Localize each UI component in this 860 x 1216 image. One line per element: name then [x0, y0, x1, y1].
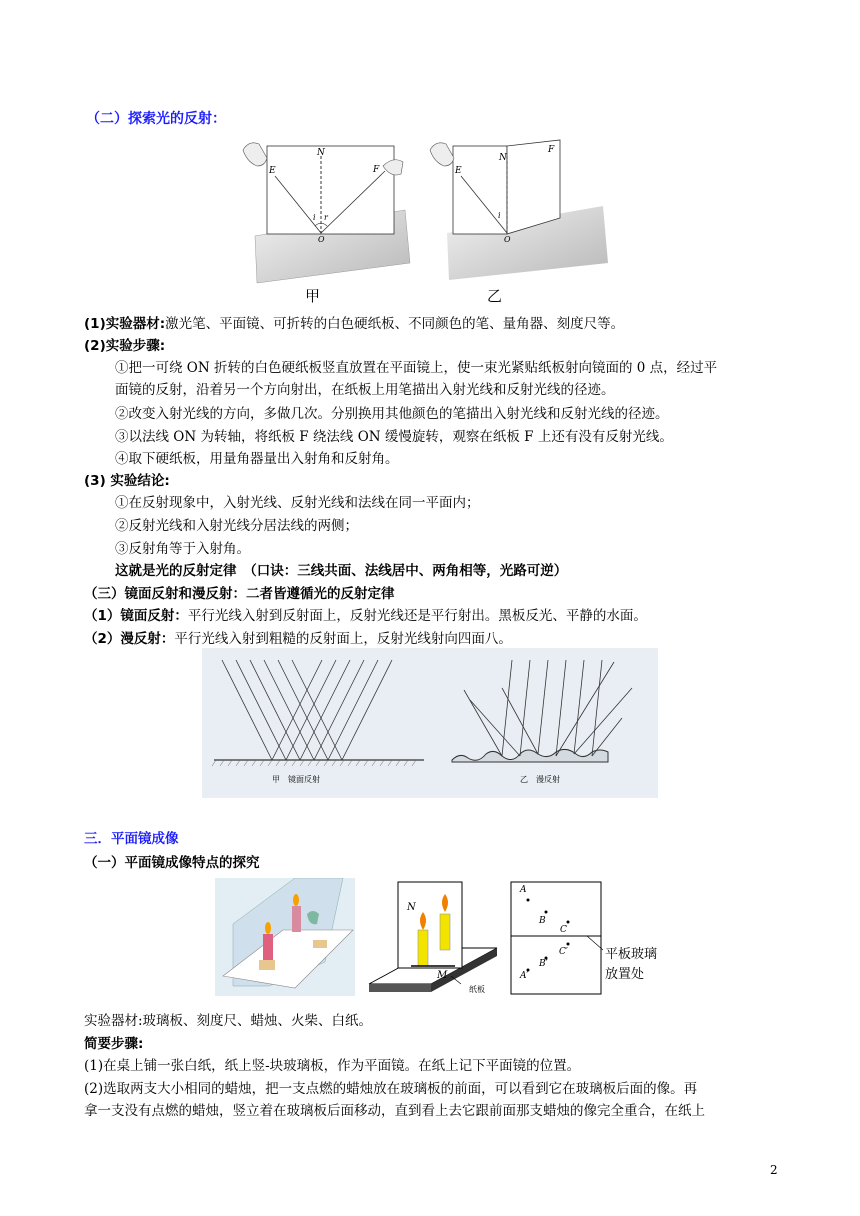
label-paper-board: 纸板 — [469, 985, 485, 994]
hand-left-icon — [243, 143, 267, 166]
brief-step-1: (1)在桌上铺一张白纸，纸上竖-块玻璃板，作为平面镜。在纸上记下平面镜的位置。 — [84, 1058, 581, 1074]
materials-line — [84, 312, 624, 332]
caption-specular: 甲 镜面反射 — [272, 775, 320, 784]
brief-step-2b: 拿一支没有点燃的蜡烛，竖立着在玻璃板后面移动，直到看上去它跟前面那支蜡烛的像完全重合，在纸上 — [84, 1103, 705, 1119]
section-title-specular-diffuse: （三）镜面反射和漫反射：二者皆遵循光的反射定律 — [84, 586, 395, 602]
label-B: B — [539, 916, 546, 926]
step-line-3: ②改变入射光线的方向，多做几次。分别换用其他颜色的笔描出入射光线和反射光线的径迹。 — [115, 406, 669, 422]
figure-label-jia: 甲 — [305, 287, 321, 305]
materials-part3: 实验器材:玻璃板、刻度尺、蜡烛、火柴、白纸。 — [84, 1013, 373, 1029]
label-N-right: N — [499, 153, 507, 163]
diffuse-heading: （2）漫反射： — [84, 631, 175, 647]
page-number: 2 — [770, 1163, 778, 1177]
specular-diffuse-figure — [202, 648, 658, 798]
label-N-left: N — [317, 148, 325, 158]
materials-text: 激光笔、平面镜、可折转的白色硬纸板、不同颜色的笔、量角器、刻度尺等。 — [165, 316, 625, 332]
glass-board — [398, 882, 462, 968]
step-line-4: ③以法线 ON 为转轴，将纸板 F 绕法线 ON 缓慢旋转，观察在纸板 F 上还有没有反射光线。 — [115, 429, 673, 445]
label-N-board: N — [407, 902, 416, 913]
figure-background — [202, 648, 658, 798]
caption-diffuse: 乙 漫反射 — [520, 775, 560, 784]
specular-text: 平行光线入射到反射面上，反射光线还是平行射出。黑板反光、平静的水面。 — [187, 608, 647, 624]
figure-label-yi: 乙 — [487, 287, 503, 305]
label-C: C — [560, 925, 567, 935]
label-E-left: E — [269, 166, 276, 176]
conclusion-2: ②反射光线和入射光线分居法线的两侧； — [115, 518, 358, 534]
section-title-reflection: （二）探索光的反射： — [86, 111, 226, 127]
step-line-2: 面镜的反射，沿着另一个方向射出，在纸板上用笔描出入射光线和反射光线的径迹。 — [115, 382, 615, 398]
step-line-5: ④取下硬纸板，用量角器量出入射角和反射角。 — [115, 451, 399, 467]
label-O-left: O — [318, 235, 325, 244]
candle-image — [292, 906, 301, 932]
label-i-left: i — [313, 213, 316, 222]
plane-mirror-figure — [215, 878, 675, 998]
brief-steps-heading: 简要步骤: — [84, 1036, 144, 1052]
specular-heading: （1）镜面反射： — [84, 608, 188, 624]
conclusion-heading: (3) 实验结论: — [84, 473, 170, 489]
label-glass-2: 放置处 — [605, 967, 645, 982]
paper-bottom — [511, 936, 601, 994]
diffuse-line — [84, 627, 512, 647]
label-E-right: E — [455, 166, 462, 176]
label-B-prime: B′ — [539, 959, 548, 969]
label-C-prime: C′ — [559, 947, 568, 957]
label-r-left: r — [324, 213, 328, 222]
conclusion-3: ③反射角等于入射角。 — [115, 541, 250, 557]
part-three-title: 三．平面镜成像 — [84, 831, 179, 847]
step-line-1: ①把一可绕 ON 折转的白色硬纸板竖直放置在平面镜上，使一束光紧贴纸板射向镜面的 0 点，经过平 — [115, 360, 718, 376]
specular-line — [84, 604, 647, 624]
brief-step-2a: (2)选取两支大小相同的蜡烛，把一支点燃的蜡烛放在玻璃板的前面，可以看到它在玻璃板后面的像。再 — [84, 1081, 698, 1097]
conclusion-1: ①在反射现象中，入射光线、反射光线和法线在同一平面内； — [115, 495, 480, 511]
materials-heading: (1)实验器材: — [84, 316, 166, 332]
label-F-right: F — [548, 145, 555, 155]
label-glass-1: 平板玻璃 — [605, 947, 658, 962]
reflection-law: 这就是光的反射定律 （口诀：三线共面、法线居中、两角相等，光路可逆） — [115, 563, 568, 579]
diffuse-text: 平行光线入射到粗糙的反射面上，反射光线射向四面八。 — [174, 631, 512, 647]
label-M-board: M — [437, 970, 448, 981]
label-A-prime: A′ — [520, 971, 529, 981]
reflection-apparatus-figure — [225, 138, 635, 306]
candle-front — [263, 934, 273, 962]
part-three-subtitle: （一）平面镜成像特点的探究 — [84, 855, 260, 871]
label-i-right: i — [498, 211, 501, 220]
hand-icon-right-fig — [430, 143, 454, 166]
label-A: A — [520, 885, 527, 895]
candle-unlit — [440, 914, 450, 950]
candle-lit — [418, 930, 428, 966]
label-F-left: F — [373, 165, 380, 175]
label-O-right: O — [504, 235, 511, 244]
steps-heading: (2)实验步骤: — [84, 338, 166, 354]
